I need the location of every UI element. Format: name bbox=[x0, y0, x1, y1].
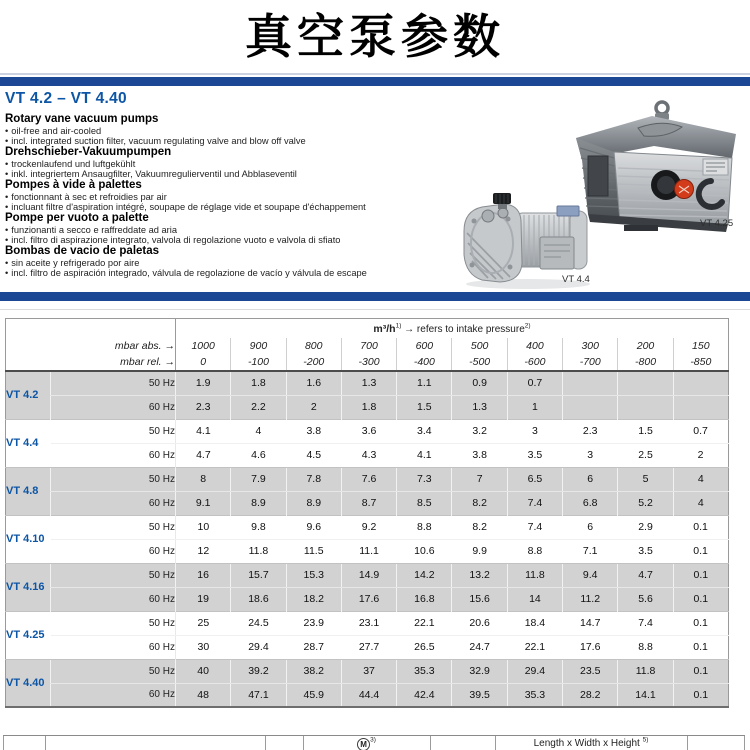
flow-value-cell: 0.1 bbox=[673, 515, 728, 539]
flow-value-cell: 12 bbox=[176, 539, 231, 563]
flow-value-cell: 6 bbox=[563, 467, 618, 491]
pump-flow-table bbox=[5, 318, 729, 708]
feature-bullet: • trockenlaufend und luftgekühlt bbox=[5, 158, 136, 169]
table-row bbox=[6, 419, 729, 443]
flow-unit-label: m³/h bbox=[373, 322, 396, 335]
feature-bullet: • fonctionnant à sec et refroidies par air bbox=[5, 191, 167, 202]
flow-value-cell: 2.3 bbox=[176, 395, 231, 419]
bullet-icon: • bbox=[5, 267, 9, 278]
flow-value-cell: 3 bbox=[507, 419, 562, 443]
flow-value-cell: 1.8 bbox=[231, 371, 286, 395]
flow-value-cell: 8.8 bbox=[397, 515, 452, 539]
flow-value-cell: 11.8 bbox=[507, 563, 562, 587]
flow-value-cell: 4.1 bbox=[417, 449, 432, 461]
flow-value-cell: 47.1 bbox=[231, 683, 286, 707]
vt425-photo-label: VT 4.25 bbox=[700, 218, 734, 229]
bullet-icon: • bbox=[5, 125, 9, 136]
flow-value-cell: 0.1 bbox=[673, 683, 728, 707]
feature-bullet: • oil-free and air-cooled bbox=[5, 125, 102, 136]
flow-value-cell: 8.9 bbox=[286, 491, 341, 515]
mbar-rel-value: -800 bbox=[635, 356, 657, 368]
flow-value-cell: 26.5 bbox=[414, 641, 435, 653]
pressure-column-header bbox=[176, 338, 231, 371]
footnote-2-marker: 2) bbox=[524, 322, 531, 330]
flow-value-cell: 1.9 bbox=[176, 371, 231, 395]
frequency-label: 50 Hz bbox=[51, 467, 176, 491]
title-divider bbox=[0, 73, 750, 75]
flow-value-cell: 17.6 bbox=[580, 641, 601, 653]
flow-value-cell: 7.9 bbox=[231, 467, 286, 491]
bullet-icon: • bbox=[5, 257, 9, 268]
flow-value-cell: 13.2 bbox=[452, 563, 507, 587]
language-section-heading: Pompes à vide à palettes bbox=[5, 179, 142, 191]
frequency-label: 60 Hz bbox=[148, 545, 175, 557]
bullet-icon: • bbox=[5, 224, 9, 235]
flow-value-cell: 11.8 bbox=[618, 659, 673, 683]
mbar-rel-value: -100 bbox=[247, 356, 269, 368]
flow-value-cell: 1.5 bbox=[397, 395, 452, 419]
flow-unit-header bbox=[176, 319, 729, 339]
flow-value-cell: 8.7 bbox=[341, 491, 396, 515]
flow-value-cell: 2 bbox=[697, 449, 704, 461]
flow-value-cell: 0.7 bbox=[673, 419, 728, 443]
dimensions-label: Length x Width x Height bbox=[533, 738, 640, 749]
flow-value-cell: 7.1 bbox=[582, 545, 598, 557]
flow-value-cell: 23.9 bbox=[286, 611, 341, 635]
flow-value-cell: 14.7 bbox=[563, 611, 618, 635]
mbar-rel-label: mbar rel. → bbox=[120, 356, 175, 368]
flow-value-cell: 3 bbox=[587, 449, 594, 461]
pump-table-body bbox=[6, 371, 729, 707]
frequency-label: 50 Hz bbox=[51, 659, 176, 683]
pressure-header-row bbox=[6, 338, 729, 371]
mbar-abs-value: 300 bbox=[581, 340, 599, 352]
flow-value-cell: 3.2 bbox=[452, 419, 507, 443]
pressure-column-header bbox=[507, 338, 562, 371]
pressure-column-header bbox=[231, 338, 286, 371]
mbar-rel-value: -200 bbox=[303, 356, 325, 368]
bullet-icon: • bbox=[5, 201, 9, 212]
flow-value-cell: 22.1 bbox=[397, 611, 452, 635]
flow-value-cell: 11.1 bbox=[359, 545, 379, 557]
frequency-label: 60 Hz bbox=[51, 683, 176, 707]
flow-value-cell: 0.1 bbox=[673, 659, 728, 683]
flow-value-cell: 7 bbox=[452, 467, 507, 491]
bullet-icon: • bbox=[5, 168, 9, 179]
flow-value-cell: 1.3 bbox=[452, 395, 507, 419]
flow-value-cell: 9.2 bbox=[341, 515, 396, 539]
flow-value-cell: 4 bbox=[231, 419, 286, 443]
table-row bbox=[6, 611, 729, 635]
footer-divider bbox=[744, 736, 745, 750]
flow-value-cell: 7.8 bbox=[286, 467, 341, 491]
flow-value-cell: 1.1 bbox=[397, 371, 452, 395]
pressure-column-header bbox=[286, 338, 341, 371]
flow-value-cell: 8.2 bbox=[452, 491, 507, 515]
mbar-abs-value: 1000 bbox=[191, 340, 215, 352]
bullet-icon: • bbox=[5, 135, 9, 146]
flow-value-cell: 8.8 bbox=[527, 545, 543, 557]
flow-value-cell: 8.8 bbox=[638, 641, 653, 653]
flow-value-cell: 11.8 bbox=[248, 545, 269, 557]
flow-value-cell: 14 bbox=[507, 587, 562, 611]
flow-value-cell: 0.1 bbox=[693, 641, 708, 653]
pressure-column-header bbox=[341, 338, 396, 371]
mbar-abs-value: 800 bbox=[304, 340, 323, 352]
mbar-abs-value: 400 bbox=[526, 340, 544, 352]
product-range-title: VT 4.2 – VT 4.40 bbox=[5, 90, 127, 107]
mbar-abs-value: 700 bbox=[360, 340, 378, 352]
flow-value-cell: 35.3 bbox=[397, 659, 452, 683]
flow-value-cell: 3.4 bbox=[397, 419, 452, 443]
pressure-column-header bbox=[452, 338, 507, 371]
flow-table-wrap bbox=[5, 318, 729, 708]
flow-value-cell: 2 bbox=[286, 395, 341, 419]
language-section-heading: Bombas de vacio de paletas bbox=[5, 245, 160, 257]
flow-value-cell: 10.6 bbox=[414, 545, 435, 557]
bullet-icon: • bbox=[5, 158, 9, 169]
flow-value-cell: 15.7 bbox=[231, 563, 286, 587]
flow-value-cell: 27.7 bbox=[358, 641, 380, 653]
flow-value-cell bbox=[563, 371, 618, 395]
vt44-photo-label: VT 4.4 bbox=[562, 274, 590, 285]
flow-value-cell: 11.5 bbox=[303, 545, 324, 557]
table-row bbox=[6, 371, 729, 395]
flow-value-cell: 29.4 bbox=[507, 659, 562, 683]
flow-value-cell: 7.4 bbox=[618, 611, 673, 635]
flow-value-cell: 17.6 bbox=[341, 587, 396, 611]
flow-value-cell: 4.5 bbox=[306, 449, 322, 461]
flow-value-cell: 3.8 bbox=[286, 419, 341, 443]
frequency-label: 60 Hz bbox=[51, 395, 176, 419]
flow-value-cell: 4.1 bbox=[176, 419, 231, 443]
flow-value-cell: 0.1 bbox=[673, 563, 728, 587]
feature-bullet: • incl. filtro di aspirazione integrato, valvola di regolazione vuoto e valvola di sfiato bbox=[5, 234, 341, 245]
flow-value-cell: 16 bbox=[176, 563, 231, 587]
flow-value-cell: 28.2 bbox=[563, 683, 618, 707]
flow-value-cell: 18.6 bbox=[231, 587, 286, 611]
pump-model-label: VT 4.8 bbox=[6, 467, 51, 515]
flow-value-cell: 1.3 bbox=[341, 371, 396, 395]
mbar-rel-value: -500 bbox=[469, 356, 491, 368]
motor-rating-header bbox=[303, 738, 430, 750]
flow-value-cell: 7.6 bbox=[341, 467, 396, 491]
flow-value-cell: 0.7 bbox=[507, 371, 562, 395]
flow-value-cell: 14.9 bbox=[341, 563, 396, 587]
table-row bbox=[6, 683, 729, 707]
footer-divider bbox=[45, 736, 46, 750]
frequency-label: 50 Hz bbox=[51, 515, 176, 539]
flow-value-cell: 9.1 bbox=[176, 491, 231, 515]
flow-value-cell: 14.1 bbox=[618, 683, 673, 707]
mbar-abs-value: 200 bbox=[636, 340, 655, 352]
table-row bbox=[6, 659, 729, 683]
flow-value-cell: 5 bbox=[618, 467, 673, 491]
flow-value-cell: 18.2 bbox=[286, 587, 341, 611]
flow-value-cell: 39.2 bbox=[231, 659, 286, 683]
flow-value-cell: 24.7 bbox=[469, 641, 490, 653]
motor-symbol-icon: M bbox=[357, 738, 370, 750]
flow-value-cell: 4 bbox=[673, 467, 728, 491]
flow-value-cell: 29.4 bbox=[248, 641, 269, 653]
flow-value-cell: 8 bbox=[176, 467, 231, 491]
mbar-rel-value: 0 bbox=[200, 356, 207, 368]
flow-value-cell: 6.5 bbox=[507, 467, 562, 491]
flow-value-cell: 9.9 bbox=[472, 545, 487, 557]
flow-value-cell: 44.4 bbox=[341, 683, 396, 707]
flow-value-cell: 4.3 bbox=[361, 449, 377, 461]
flow-value-cell: 4.7 bbox=[176, 443, 231, 467]
flow-value-cell: 23.5 bbox=[563, 659, 618, 683]
flow-value-cell: 8.5 bbox=[397, 491, 452, 515]
flow-value-cell: 1 bbox=[507, 395, 562, 419]
mbar-rel-value: -850 bbox=[690, 356, 712, 368]
flow-value-cell: 20.6 bbox=[452, 611, 507, 635]
mbar-abs-label: mbar abs. → bbox=[114, 340, 175, 352]
flow-value-cell: 3.5 bbox=[527, 449, 543, 461]
header-spacer-cell bbox=[6, 319, 176, 339]
flow-value-cell: 9.6 bbox=[286, 515, 341, 539]
footer-divider bbox=[687, 736, 688, 750]
accent-bar-top bbox=[0, 77, 750, 86]
table-row bbox=[6, 395, 729, 419]
pressure-column-header bbox=[618, 338, 673, 371]
flow-value-cell: 7.3 bbox=[397, 467, 452, 491]
flow-value-cell: 19 bbox=[176, 587, 231, 611]
flow-value-cell: 7.4 bbox=[507, 515, 562, 539]
flow-value-cell: 0.1 bbox=[673, 611, 728, 635]
feature-bullet: • inkl. integriertem Ansaugfilter, Vakuumregulierventil und Abblaseventil bbox=[5, 168, 297, 179]
table-row bbox=[6, 563, 729, 587]
table-row bbox=[6, 467, 729, 491]
accent-bar-bottom bbox=[0, 292, 750, 301]
flow-value-cell: 3.6 bbox=[341, 419, 396, 443]
flow-value-cell: 8.2 bbox=[452, 515, 507, 539]
flow-value-cell bbox=[618, 395, 673, 419]
flow-value-cell: 5.2 bbox=[618, 491, 673, 515]
flow-value-cell: 8.9 bbox=[231, 491, 286, 515]
mbar-abs-value: 900 bbox=[249, 340, 268, 352]
flow-value-cell: 1.5 bbox=[618, 419, 673, 443]
bullet-icon: • bbox=[5, 234, 9, 245]
flow-value-cell: 16.8 bbox=[397, 587, 452, 611]
table-row bbox=[6, 443, 729, 467]
pump-model-label: VT 4.40 bbox=[6, 659, 51, 707]
flow-value-cell bbox=[618, 371, 673, 395]
flow-value-cell: 40 bbox=[176, 659, 231, 683]
flow-value-cell: 0.1 bbox=[673, 587, 728, 611]
frequency-label: 50 Hz bbox=[51, 419, 176, 443]
table-row bbox=[6, 587, 729, 611]
flow-value-cell: 2.3 bbox=[563, 419, 618, 443]
dimensions-header bbox=[495, 738, 687, 749]
frequency-label: 60 Hz bbox=[51, 491, 176, 515]
flow-value-cell bbox=[563, 395, 618, 419]
footer-divider bbox=[3, 736, 4, 750]
intake-pressure-note: → refers to intake pressure bbox=[404, 323, 525, 335]
footnote-5-marker: 5) bbox=[642, 736, 649, 744]
flow-value-cell: 15.3 bbox=[286, 563, 341, 587]
flow-value-cell: 2.2 bbox=[231, 395, 286, 419]
flow-value-cell bbox=[673, 371, 728, 395]
footer-table-strip bbox=[0, 735, 750, 750]
frequency-label: 60 Hz bbox=[51, 587, 176, 611]
table-row bbox=[6, 635, 729, 659]
flow-value-cell: 0.9 bbox=[452, 371, 507, 395]
flow-value-cell: 39.5 bbox=[452, 683, 507, 707]
mbar-rel-value: -400 bbox=[413, 356, 435, 368]
mbar-rel-value: -700 bbox=[579, 356, 601, 368]
flow-value-cell: 6 bbox=[563, 515, 618, 539]
feature-bullet: • sin aceite y refrigerado por aire bbox=[5, 257, 140, 268]
pressure-column-header bbox=[563, 338, 618, 371]
flow-value-cell: 37 bbox=[341, 659, 396, 683]
flow-value-cell: 22.1 bbox=[524, 641, 546, 653]
flow-value-cell: 9.8 bbox=[231, 515, 286, 539]
footer-divider bbox=[265, 736, 266, 750]
pressure-row-labels bbox=[6, 338, 176, 371]
flow-value-cell: 4.6 bbox=[251, 449, 266, 461]
flow-value-cell: 15.6 bbox=[452, 587, 507, 611]
flow-value-cell bbox=[673, 395, 728, 419]
frequency-label: 60 Hz bbox=[148, 449, 175, 461]
frequency-label: 50 Hz bbox=[51, 611, 176, 635]
flow-value-cell: 18.4 bbox=[507, 611, 562, 635]
pressure-column-header bbox=[673, 338, 728, 371]
mbar-rel-value: -300 bbox=[358, 356, 380, 368]
pressure-column-header bbox=[397, 338, 452, 371]
flow-value-cell: 7.4 bbox=[507, 491, 562, 515]
flow-value-cell: 35.3 bbox=[507, 683, 562, 707]
language-section-heading: Drehschieber-Vakuumpumpen bbox=[5, 146, 172, 158]
feature-bullet: • incluant filtre d'aspiration intégré, soupape de réglage vide et soupape d'échappement bbox=[5, 201, 366, 212]
table-row bbox=[6, 515, 729, 539]
flow-value-cell: 42.4 bbox=[397, 683, 452, 707]
flow-value-cell: 48 bbox=[176, 683, 231, 707]
pump-model-label: VT 4.10 bbox=[6, 515, 51, 563]
table-row bbox=[6, 491, 729, 515]
flow-value-cell: 4.7 bbox=[618, 563, 673, 587]
mbar-abs-value: 150 bbox=[692, 340, 710, 352]
mbar-abs-value: 500 bbox=[470, 340, 489, 352]
language-section-heading: Pompe per vuoto a palette bbox=[5, 212, 149, 224]
table-row bbox=[6, 539, 729, 563]
flow-value-cell: 2.9 bbox=[618, 515, 673, 539]
flow-value-cell: 9.4 bbox=[563, 563, 618, 587]
flow-value-cell: 25 bbox=[176, 611, 231, 635]
flow-value-cell: 1.8 bbox=[341, 395, 396, 419]
table-top-divider bbox=[0, 309, 750, 310]
flow-value-cell: 30 bbox=[176, 635, 231, 659]
flow-value-cell: 1.6 bbox=[286, 371, 341, 395]
bullet-icon: • bbox=[5, 191, 9, 202]
flow-value-cell: 3.5 bbox=[638, 545, 653, 557]
flow-value-cell: 45.9 bbox=[286, 683, 341, 707]
pump-model-label: VT 4.25 bbox=[6, 611, 51, 659]
language-section-heading: Rotary vane vacuum pumps bbox=[5, 113, 159, 125]
page-title: 真空泵参数 bbox=[245, 10, 505, 65]
footer-divider bbox=[430, 736, 431, 750]
product-descriptions bbox=[5, 113, 475, 278]
flow-value-cell: 2.5 bbox=[638, 449, 653, 461]
frequency-label: 60 Hz bbox=[148, 641, 175, 653]
flow-unit-row bbox=[6, 319, 729, 339]
feature-bullet: • incl. integrated suction filter, vacuum regulating valve and blow off valve bbox=[5, 135, 306, 146]
flow-value-cell: 0.1 bbox=[693, 545, 708, 557]
mbar-rel-value: -600 bbox=[524, 356, 546, 368]
frequency-label: 50 Hz bbox=[51, 371, 176, 395]
footnote-1-marker: 1) bbox=[395, 322, 402, 330]
pump-model-label: VT 4.2 bbox=[6, 371, 51, 419]
pump-model-label: VT 4.16 bbox=[6, 563, 51, 611]
flow-value-cell: 11.2 bbox=[563, 587, 618, 611]
frequency-label: 50 Hz bbox=[51, 563, 176, 587]
flow-value-cell: 4 bbox=[673, 491, 728, 515]
pump-model-label: VT 4.4 bbox=[6, 419, 51, 467]
flow-value-cell: 38.2 bbox=[286, 659, 341, 683]
flow-value-cell: 14.2 bbox=[397, 563, 452, 587]
flow-value-cell: 10 bbox=[176, 515, 231, 539]
flow-value-cell: 6.8 bbox=[563, 491, 618, 515]
flow-value-cell: 3.8 bbox=[472, 449, 487, 461]
feature-bullet: • funzionanti a secco e raffreddate ad aria bbox=[5, 224, 177, 235]
flow-value-cell: 28.7 bbox=[303, 641, 324, 653]
mbar-abs-value: 600 bbox=[415, 340, 434, 352]
footnote-3-marker: 3) bbox=[370, 736, 376, 744]
flow-value-cell: 23.1 bbox=[341, 611, 396, 635]
flow-value-cell: 24.5 bbox=[231, 611, 286, 635]
feature-bullet: • incl. filtro de aspiración integrado, válvula de regolazione de vacío y válvula de escape bbox=[5, 267, 367, 278]
flow-value-cell: 32.9 bbox=[452, 659, 507, 683]
flow-value-cell: 5.6 bbox=[618, 587, 673, 611]
